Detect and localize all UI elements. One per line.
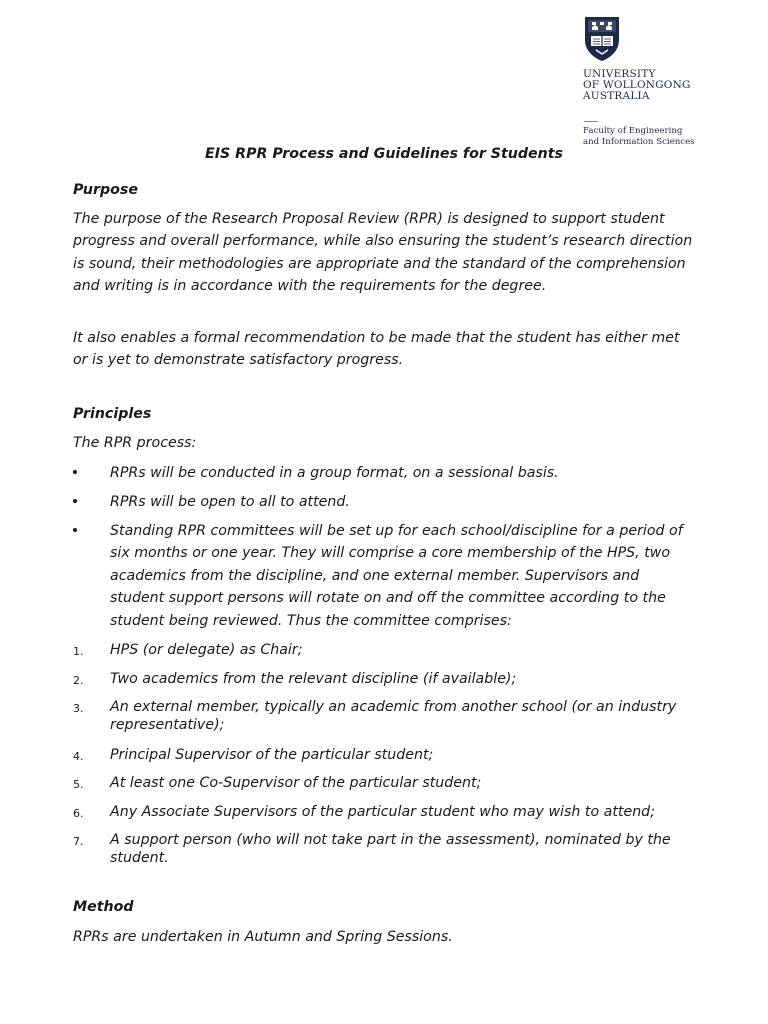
document-title: EIS RPR Process and Guidelines for Students	[205, 146, 563, 162]
list-text: Two academics from the relevant discipline (if available);	[110, 671, 517, 687]
bullet-icon	[73, 470, 77, 474]
bullet-text: Standing RPR committees will be set up for each school/discipline for a period of six months or one year. They will comprise a core membership of the HPS, two academics from the discipline, and one external member. Supervisors and student support persons will rotate on and off the committee according to the student being reviewed. Thus the committee comprises:	[110, 523, 683, 629]
university-name-line: AUSTRALIA	[583, 90, 650, 102]
university-logo	[583, 16, 703, 147]
bullet-icon	[73, 499, 77, 503]
list-number: 2.	[73, 674, 84, 687]
method-heading: Method	[73, 899, 134, 915]
logo-divider	[584, 121, 598, 122]
list-number: 4.	[73, 750, 84, 763]
purpose-heading: Purpose	[73, 182, 138, 198]
faculty-name-line: Faculty of Engineering	[583, 126, 683, 136]
bullet-text: RPRs will be open to all to attend.	[110, 494, 350, 510]
bullet-icon	[73, 528, 77, 532]
principles-intro: The RPR process:	[73, 435, 197, 451]
list-number: 6.	[73, 807, 84, 820]
list-text: Any Associate Supervisors of the particular student who may wish to attend;	[110, 804, 655, 820]
purpose-paragraph: The purpose of the Research Proposal Review (RPR) is designed to support student progress and overall performance, while also ensuring the student’s research direction is sound, their methodologies are appropriate and the standard of the comprehension and writing is in accordance with the requirements for the degree.	[73, 211, 693, 295]
list-text: Principal Supervisor of the particular student;	[110, 747, 434, 763]
university-name-line: OF WOLLONGONG	[583, 79, 691, 91]
method-paragraph: RPRs are undertaken in Autumn and Spring Sessions.	[73, 929, 453, 945]
faculty-name	[583, 126, 703, 147]
principles-heading: Principles	[73, 406, 152, 422]
university-name	[583, 69, 703, 102]
list-number: 7.	[73, 835, 84, 848]
purpose-paragraph: It also enables a formal recommendation to be made that the student has either met or is yet to demonstrate satisfactory progress.	[73, 330, 680, 369]
list-text: HPS (or delegate) as Chair;	[110, 642, 303, 658]
list-number: 3.	[73, 702, 84, 715]
university-crest-icon	[584, 16, 620, 62]
list-text: At least one Co-Supervisor of the particular student;	[110, 775, 482, 791]
university-name-line: UNIVERSITY	[583, 68, 656, 80]
bullet-text: RPRs will be conducted in a group format, on a sessional basis.	[110, 465, 559, 481]
list-text: An external member, typically an academic from another school (or an industry representative);	[110, 699, 677, 733]
list-text: A support person (who will not take part in the assessment), nominated by the student.	[110, 832, 671, 866]
faculty-name-line: and Information Sciences	[583, 136, 695, 147]
list-number: 5.	[73, 778, 84, 791]
list-number: 1.	[73, 645, 84, 658]
